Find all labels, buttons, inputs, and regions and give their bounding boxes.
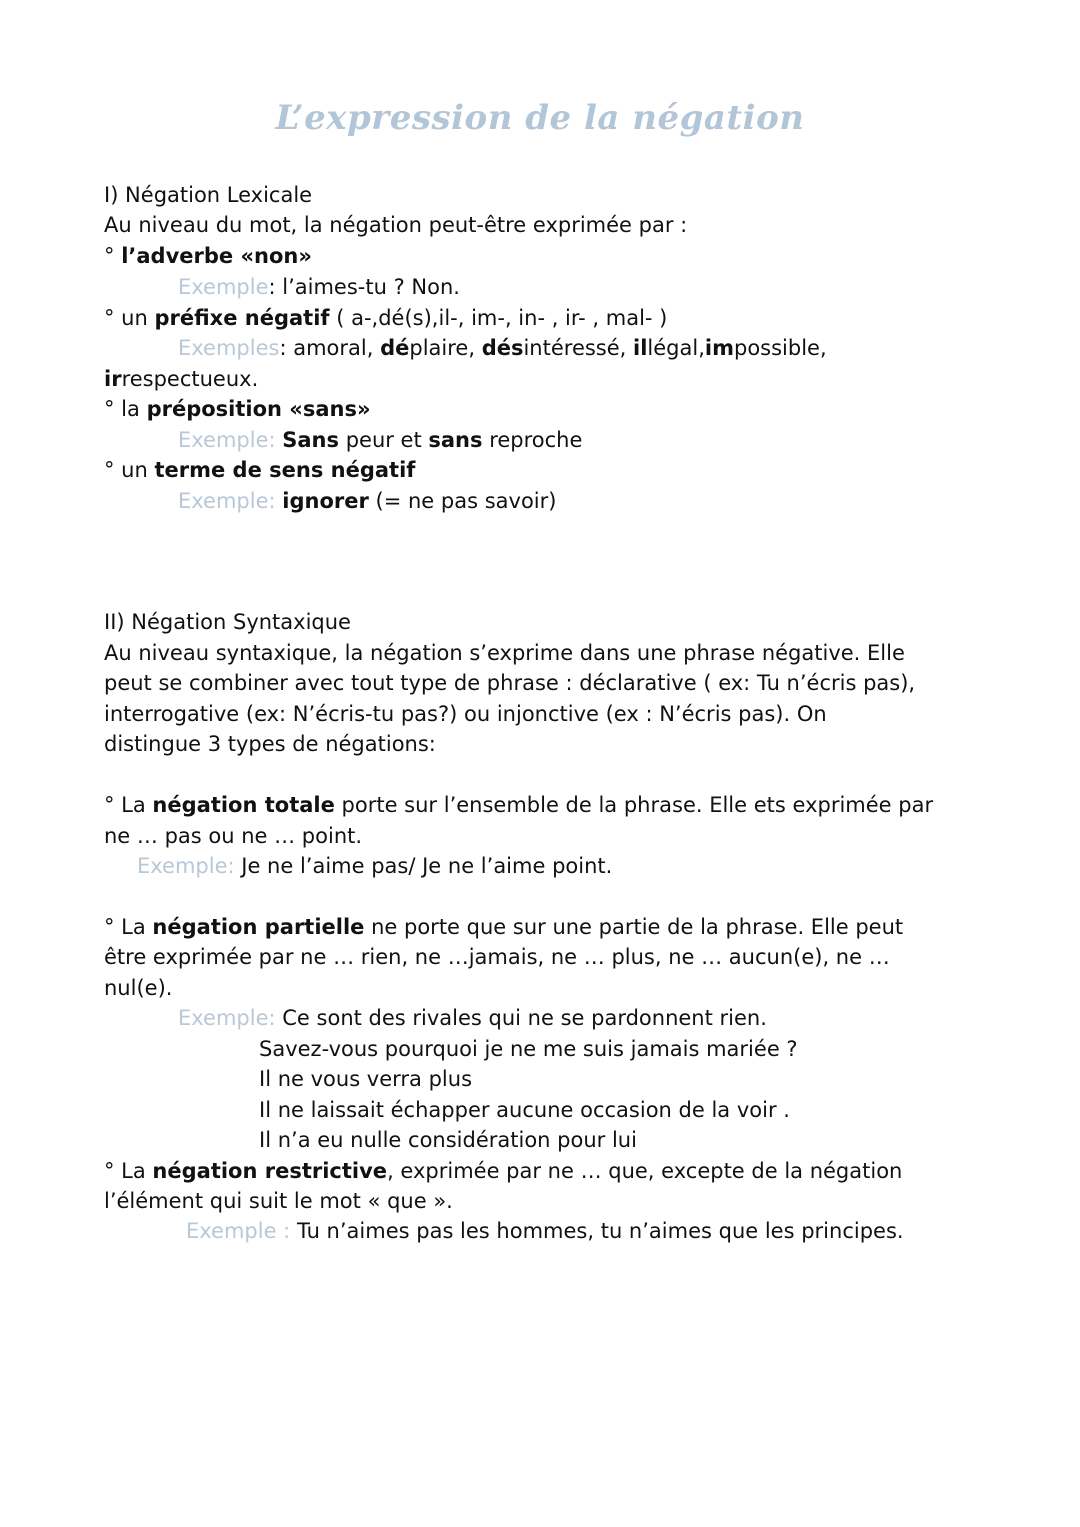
- example-text: : l’aimes-tu ? Non.: [268, 275, 460, 299]
- item3-prefix: ° la: [104, 397, 147, 421]
- partielle-term: négation partielle: [152, 915, 365, 939]
- example-text: plaire,: [409, 336, 482, 360]
- example-label: Exemple:: [178, 428, 283, 452]
- partielle-line-3: nul(e).: [104, 976, 173, 1000]
- item2-rest: ( a-,dé(s),il-, im-, in- , ir- , mal- ): [329, 306, 668, 330]
- example-prefix: ir: [104, 367, 122, 391]
- restrictive-line-2: l’élément qui suit le mot « que ».: [104, 1189, 453, 1213]
- section1-intro: Au niveau du mot, la négation peut-être exprimée par :: [104, 213, 688, 237]
- example-prefix: im: [704, 336, 734, 360]
- example-text: a: [293, 336, 307, 360]
- example-label: Exemple:: [178, 1006, 276, 1030]
- partielle-example-line: Il ne vous verra plus: [259, 1067, 473, 1091]
- section2-intro-line: peut se combiner avec tout type de phrase : déclarative ( ex: Tu n’écris pas),: [104, 671, 916, 695]
- item1-term: l’adverbe «non»: [121, 244, 312, 268]
- example-text: Tu n’aimes pas les hommes, tu n’aimes que les principes.: [296, 1219, 904, 1243]
- section2-intro-line: distingue 3 types de négations:: [104, 732, 436, 756]
- partielle-example: [178, 1003, 767, 1033]
- example-prefix: il: [633, 336, 648, 360]
- example-text: Je ne l’aime pas/ Je ne l’aime point.: [241, 854, 613, 878]
- example-text: Ce sont des rivales qui ne se pardonnent rien.: [275, 1006, 767, 1030]
- item2-example: [178, 333, 827, 363]
- totale-term: négation totale: [152, 793, 335, 817]
- section2-heading: II) Négation Syntaxique: [104, 610, 351, 634]
- item4-example: [178, 486, 556, 516]
- section2-intro-line: Au niveau syntaxique, la négation s’exprime dans une phrase négative. Elle: [104, 641, 905, 665]
- example-text: moral,: [306, 336, 381, 360]
- example-text: légal,: [647, 336, 705, 360]
- totale-line: [104, 790, 933, 820]
- example-text: (= ne pas savoir): [368, 489, 557, 513]
- item2-term: préfixe négatif: [154, 306, 330, 330]
- restrictive-line: [104, 1156, 902, 1186]
- item2-example-wrap: [104, 364, 258, 394]
- example-bold: sans: [428, 428, 483, 452]
- partielle-example-line: Savez-vous pourquoi je ne me suis jamais mariée ?: [259, 1037, 798, 1061]
- restrictive-term: négation restrictive: [152, 1159, 388, 1183]
- item3-line: [104, 394, 371, 424]
- item2-line: [104, 303, 667, 333]
- example-bold: Sans: [282, 428, 340, 452]
- example-text: intéressé,: [523, 336, 634, 360]
- section2-intro-line: interrogative (ex: N’écris-tu pas?) ou injonctive (ex : N’écris pas). On: [104, 702, 827, 726]
- item3-example: [178, 425, 582, 455]
- example-label: Exemple :: [186, 1219, 297, 1243]
- example-label: Exemple:: [137, 854, 242, 878]
- item3-term: préposition «sans»: [146, 397, 371, 421]
- totale-prefix: ° La: [104, 793, 153, 817]
- example-label: Exemples: [178, 336, 280, 360]
- partielle-example-line: Il n’a eu nulle considération pour lui: [259, 1128, 637, 1152]
- item2-prefix: ° un: [104, 306, 155, 330]
- partielle-line-2: être exprimée par ne … rien, ne …jamais, ne … plus, ne … aucun(e), ne …: [104, 945, 890, 969]
- example-bold: ignorer: [282, 489, 369, 513]
- partielle-prefix: ° La: [104, 915, 153, 939]
- item1-line: [104, 241, 312, 271]
- restrictive-rest: , exprimée par ne … que, excepte de la négation: [387, 1159, 903, 1183]
- section1-heading: I) Négation Lexicale: [104, 183, 313, 207]
- item4-term: terme de sens négatif: [154, 458, 416, 482]
- item4-line: [104, 455, 415, 485]
- example-prefix: dé: [380, 336, 410, 360]
- totale-rest: porte sur l’ensemble de la phrase. Elle ets exprimée par: [334, 793, 934, 817]
- example-text: :: [279, 336, 294, 360]
- example-text: peur et: [339, 428, 429, 452]
- totale-line-2: ne … pas ou ne … point.: [104, 824, 363, 848]
- partielle-rest: ne porte que sur une partie de la phrase. Elle peut: [364, 915, 904, 939]
- restrictive-prefix: ° La: [104, 1159, 153, 1183]
- item1-bullet: °: [104, 244, 122, 268]
- example-text: reproche: [482, 428, 583, 452]
- restrictive-example: [186, 1216, 904, 1246]
- item1-example: [178, 272, 460, 302]
- item4-prefix: ° un: [104, 458, 155, 482]
- example-label: Exemple:: [178, 489, 283, 513]
- totale-example: [137, 851, 612, 881]
- partielle-example-line: Il ne laissait échapper aucune occasion de la voir .: [259, 1098, 790, 1122]
- example-label: Exemple: [178, 275, 269, 299]
- partielle-line: [104, 912, 903, 942]
- example-text: respectueux.: [121, 367, 259, 391]
- page-title: L’expression de la négation: [275, 98, 805, 138]
- example-prefix: dés: [481, 336, 524, 360]
- example-text: possible,: [733, 336, 827, 360]
